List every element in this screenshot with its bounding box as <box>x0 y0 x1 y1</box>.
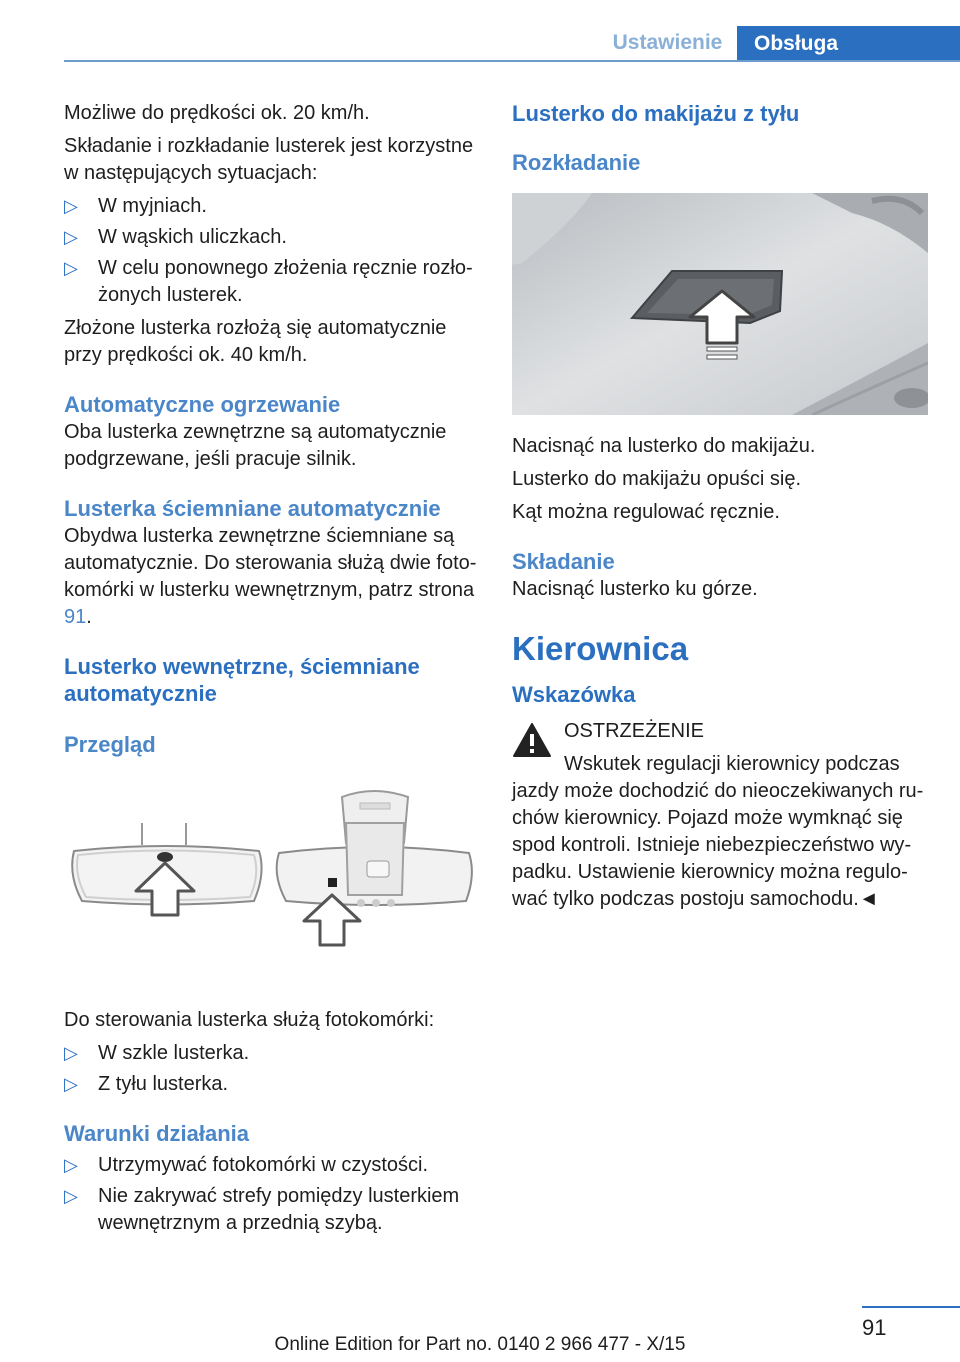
warning-body: jazdy może dochodzić do nieoczekiwanych ruchów kierownicy. Pojazd może wymknąć się spod kontroli. Istnieje niebezpieczeństwo wypadku. Ustawienie kierownicy można regulować tylko podczas postoju samochodu.◄ <box>512 780 924 910</box>
paragraph-dimming: Obydwa lusterka zewnętrzne ściemniane są automatycznie. Do sterowania służą dwie fotokomórki w lusterku wewnętrznym, patrz strona 91. <box>64 525 477 628</box>
edition-footer: Online Edition for Part no. 0140 2 966 477 - X/15 <box>274 1334 686 1355</box>
heading-steering-wheel: Kierownica <box>512 630 689 667</box>
heading-fold: Składanie <box>512 549 615 574</box>
heading-overview: Przegląd <box>64 732 156 757</box>
footer-rule <box>862 1306 960 1308</box>
right-column <box>512 100 928 913</box>
heading-note: Wskazówka <box>512 682 636 707</box>
triangle-right-icon: ▷ <box>64 1074 78 1094</box>
list-item: ▷ W myjniach. <box>64 193 479 220</box>
list-item: ▷ W szkle lusterka. <box>64 1040 479 1067</box>
list-item: ▷ Nie zakrywać strefy pomiędzy lusterkiem wewnętrznym a przednią szybą. <box>64 1185 460 1234</box>
paragraph-photocells: Do sterowania lusterka służą fotokomórki: <box>64 1009 435 1031</box>
vanity-mirror-illustration <box>512 193 928 415</box>
triangle-right-icon: ▷ <box>64 1186 78 1206</box>
triangle-right-icon: ▷ <box>64 1043 78 1063</box>
header-rule <box>64 60 960 62</box>
list-item: ▷ Utrzymywać fotokomórki w czystości. <box>64 1152 479 1179</box>
paragraph-folding-situations: Składanie i rozkładanie lusterek jest korzystne w następujących sytuacjach: <box>64 135 474 184</box>
page-link[interactable]: 91 <box>64 606 87 628</box>
page-number: 91 <box>862 1315 887 1340</box>
heading-unfold: Rozkładanie <box>512 150 641 175</box>
heading-auto-dimming: Lusterka ściemniane automatycznie <box>64 496 441 521</box>
paragraph-speed-limit: Możliwe do prędkości ok. 20 km/h. <box>64 102 370 124</box>
bullet-list-photocells <box>64 1040 479 1098</box>
list-item: ▷ W celu ponownego złożenia ręcznie rozłożonych lusterek. <box>64 257 473 306</box>
triangle-right-icon: ▷ <box>64 227 78 247</box>
warning-lead: Wskutek regulacji kierownicy podczas <box>564 753 900 775</box>
paragraph-heating: Oba lusterka zewnętrzne są automatycznie podgrzewane, jeśli pracuje silnik. <box>64 421 447 470</box>
paragraph-unfold-2: Lusterko do makijażu opuści się. <box>512 468 802 490</box>
header-chapter-tab[interactable]: Obsługa <box>737 26 960 61</box>
triangle-right-icon: ▷ <box>64 258 78 278</box>
heading-inner-mirror: Lusterko wewnętrzne, ściemniane automatycznie <box>64 654 420 706</box>
list-item: ▷ Z tyłu lusterka. <box>64 1071 479 1098</box>
warning-box <box>512 718 928 913</box>
paragraph-unfold-1: Nacisnąć na lusterko do makijażu. <box>512 435 816 457</box>
left-column <box>64 100 479 1241</box>
warning-triangle-icon <box>512 722 552 758</box>
heading-conditions: Warunki działania <box>64 1121 250 1146</box>
paragraph-unfold-3: Kąt można regulować ręcznie. <box>512 501 780 523</box>
rearview-mirror-illustration <box>64 763 479 1003</box>
header-section-tab[interactable]: Ustawienie <box>612 31 723 54</box>
heading-vanity-mirror: Lusterko do makijażu z tyłu <box>512 101 800 126</box>
bullet-list-situations <box>64 193 479 309</box>
paragraph-fold: Nacisnąć lusterko ku górze. <box>512 578 758 600</box>
list-item: ▷ W wąskich uliczkach. <box>64 224 479 251</box>
warning-title: OSTRZEŻENIE <box>564 720 705 742</box>
triangle-right-icon: ▷ <box>64 1155 78 1175</box>
paragraph-auto-unfold: Złożone lusterka rozłożą się automatycznie przy prędkości ok. 40 km/h. <box>64 317 447 366</box>
heading-automatic-heating: Automatyczne ogrzewanie <box>64 392 341 417</box>
bullet-list-conditions <box>64 1152 479 1237</box>
triangle-right-icon: ▷ <box>64 196 78 216</box>
